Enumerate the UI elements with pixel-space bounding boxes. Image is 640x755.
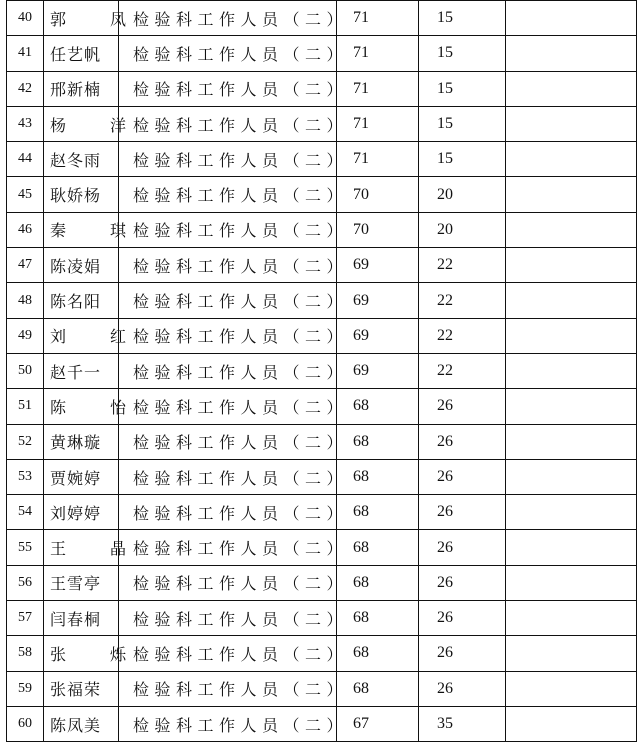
table-row	[7, 283, 637, 318]
candidate-name-cell: 黄琳璇	[44, 424, 119, 459]
score-cell: 69	[337, 318, 419, 353]
candidate-name-cell: 王 晶	[44, 530, 119, 565]
rank-cell: 26	[419, 671, 506, 706]
row-number-cell: 40	[7, 1, 44, 36]
row-number-cell: 51	[7, 389, 44, 424]
position-cell: 检验科工作人员（二）	[119, 353, 337, 388]
table-row	[7, 142, 637, 177]
score-cell: 69	[337, 353, 419, 388]
table-row	[7, 706, 637, 741]
row-number-cell: 43	[7, 106, 44, 141]
score-cell: 69	[337, 248, 419, 283]
row-number-cell: 58	[7, 636, 44, 671]
table-row	[7, 459, 637, 494]
score-cell: 67	[337, 706, 419, 741]
note-cell	[506, 248, 637, 283]
table-row	[7, 389, 637, 424]
candidate-name-cell: 郭 凤	[44, 1, 119, 36]
candidate-name-cell: 张 烁	[44, 636, 119, 671]
note-cell	[506, 459, 637, 494]
score-cell: 68	[337, 459, 419, 494]
candidate-name-cell: 杨 洋	[44, 106, 119, 141]
note-cell	[506, 424, 637, 459]
row-number-cell: 41	[7, 36, 44, 71]
table-row	[7, 530, 637, 565]
score-cell: 70	[337, 177, 419, 212]
table-row	[7, 1, 637, 36]
candidate-name-cell: 刘婷婷	[44, 495, 119, 530]
candidate-name-cell: 邢新楠	[44, 71, 119, 106]
table-row	[7, 495, 637, 530]
results-sheet	[6, 0, 636, 742]
note-cell	[506, 1, 637, 36]
note-cell	[506, 636, 637, 671]
candidate-name-cell: 王雪亭	[44, 565, 119, 600]
table-row	[7, 71, 637, 106]
row-number-cell: 47	[7, 248, 44, 283]
table-row	[7, 248, 637, 283]
position-cell: 检验科工作人员（二）	[119, 459, 337, 494]
score-cell: 69	[337, 283, 419, 318]
rank-cell: 26	[419, 459, 506, 494]
candidate-name-cell: 贾婉婷	[44, 459, 119, 494]
candidate-name-cell: 张福荣	[44, 671, 119, 706]
score-cell: 68	[337, 424, 419, 459]
score-cell: 68	[337, 671, 419, 706]
rank-cell: 26	[419, 601, 506, 636]
position-cell: 检验科工作人员（二）	[119, 283, 337, 318]
table-row	[7, 565, 637, 600]
rank-cell: 15	[419, 142, 506, 177]
candidate-name-cell: 刘 红	[44, 318, 119, 353]
rank-cell: 35	[419, 706, 506, 741]
table-row	[7, 636, 637, 671]
position-cell: 检验科工作人员（二）	[119, 671, 337, 706]
position-cell: 检验科工作人员（二）	[119, 248, 337, 283]
results-table-body	[7, 1, 637, 742]
table-row	[7, 212, 637, 247]
rank-cell: 26	[419, 495, 506, 530]
note-cell	[506, 283, 637, 318]
score-cell: 68	[337, 601, 419, 636]
row-number-cell: 55	[7, 530, 44, 565]
note-cell	[506, 142, 637, 177]
table-row	[7, 353, 637, 388]
row-number-cell: 48	[7, 283, 44, 318]
candidate-name-cell: 陈凌娟	[44, 248, 119, 283]
position-cell: 检验科工作人员（二）	[119, 636, 337, 671]
table-row	[7, 177, 637, 212]
note-cell	[506, 495, 637, 530]
rank-cell: 22	[419, 248, 506, 283]
table-row	[7, 36, 637, 71]
position-cell: 检验科工作人员（二）	[119, 424, 337, 459]
row-number-cell: 54	[7, 495, 44, 530]
rank-cell: 15	[419, 71, 506, 106]
score-cell: 68	[337, 636, 419, 671]
row-number-cell: 49	[7, 318, 44, 353]
score-cell: 68	[337, 389, 419, 424]
row-number-cell: 52	[7, 424, 44, 459]
score-cell: 71	[337, 36, 419, 71]
row-number-cell: 46	[7, 212, 44, 247]
rank-cell: 26	[419, 636, 506, 671]
table-row	[7, 106, 637, 141]
note-cell	[506, 318, 637, 353]
rank-cell: 26	[419, 530, 506, 565]
position-cell: 检验科工作人员（二）	[119, 565, 337, 600]
position-cell: 检验科工作人员（二）	[119, 177, 337, 212]
position-cell: 检验科工作人员（二）	[119, 36, 337, 71]
rank-cell: 15	[419, 1, 506, 36]
rank-cell: 15	[419, 106, 506, 141]
note-cell	[506, 212, 637, 247]
position-cell: 检验科工作人员（二）	[119, 212, 337, 247]
score-cell: 71	[337, 106, 419, 141]
position-cell: 检验科工作人员（二）	[119, 530, 337, 565]
rank-cell: 22	[419, 353, 506, 388]
position-cell: 检验科工作人员（二）	[119, 318, 337, 353]
row-number-cell: 45	[7, 177, 44, 212]
rank-cell: 26	[419, 565, 506, 600]
candidate-name-cell: 秦 琪	[44, 212, 119, 247]
note-cell	[506, 565, 637, 600]
note-cell	[506, 106, 637, 141]
note-cell	[506, 530, 637, 565]
note-cell	[506, 353, 637, 388]
note-cell	[506, 671, 637, 706]
row-number-cell: 50	[7, 353, 44, 388]
table-row	[7, 601, 637, 636]
rank-cell: 20	[419, 212, 506, 247]
score-cell: 70	[337, 212, 419, 247]
position-cell: 检验科工作人员（二）	[119, 495, 337, 530]
row-number-cell: 57	[7, 601, 44, 636]
score-cell: 71	[337, 1, 419, 36]
note-cell	[506, 71, 637, 106]
position-cell: 检验科工作人员（二）	[119, 389, 337, 424]
rank-cell: 26	[419, 389, 506, 424]
row-number-cell: 60	[7, 706, 44, 741]
rank-cell: 20	[419, 177, 506, 212]
row-number-cell: 53	[7, 459, 44, 494]
position-cell: 检验科工作人员（二）	[119, 706, 337, 741]
score-cell: 71	[337, 142, 419, 177]
position-cell: 检验科工作人员（二）	[119, 1, 337, 36]
table-row	[7, 671, 637, 706]
results-table	[6, 0, 637, 742]
score-cell: 68	[337, 530, 419, 565]
note-cell	[506, 36, 637, 71]
position-cell: 检验科工作人员（二）	[119, 142, 337, 177]
row-number-cell: 59	[7, 671, 44, 706]
candidate-name-cell: 任艺帆	[44, 36, 119, 71]
candidate-name-cell: 陈名阳	[44, 283, 119, 318]
table-row	[7, 424, 637, 459]
table-row	[7, 318, 637, 353]
note-cell	[506, 389, 637, 424]
rank-cell: 22	[419, 283, 506, 318]
position-cell: 检验科工作人员（二）	[119, 601, 337, 636]
rank-cell: 15	[419, 36, 506, 71]
candidate-name-cell: 陈凤美	[44, 706, 119, 741]
row-number-cell: 42	[7, 71, 44, 106]
rank-cell: 26	[419, 424, 506, 459]
rank-cell: 22	[419, 318, 506, 353]
note-cell	[506, 177, 637, 212]
candidate-name-cell: 陈 怡	[44, 389, 119, 424]
candidate-name-cell: 闫春桐	[44, 601, 119, 636]
row-number-cell: 44	[7, 142, 44, 177]
score-cell: 71	[337, 71, 419, 106]
note-cell	[506, 601, 637, 636]
position-cell: 检验科工作人员（二）	[119, 71, 337, 106]
candidate-name-cell: 耿娇杨	[44, 177, 119, 212]
note-cell	[506, 706, 637, 741]
candidate-name-cell: 赵冬雨	[44, 142, 119, 177]
score-cell: 68	[337, 495, 419, 530]
position-cell: 检验科工作人员（二）	[119, 106, 337, 141]
row-number-cell: 56	[7, 565, 44, 600]
score-cell: 68	[337, 565, 419, 600]
candidate-name-cell: 赵千一	[44, 353, 119, 388]
